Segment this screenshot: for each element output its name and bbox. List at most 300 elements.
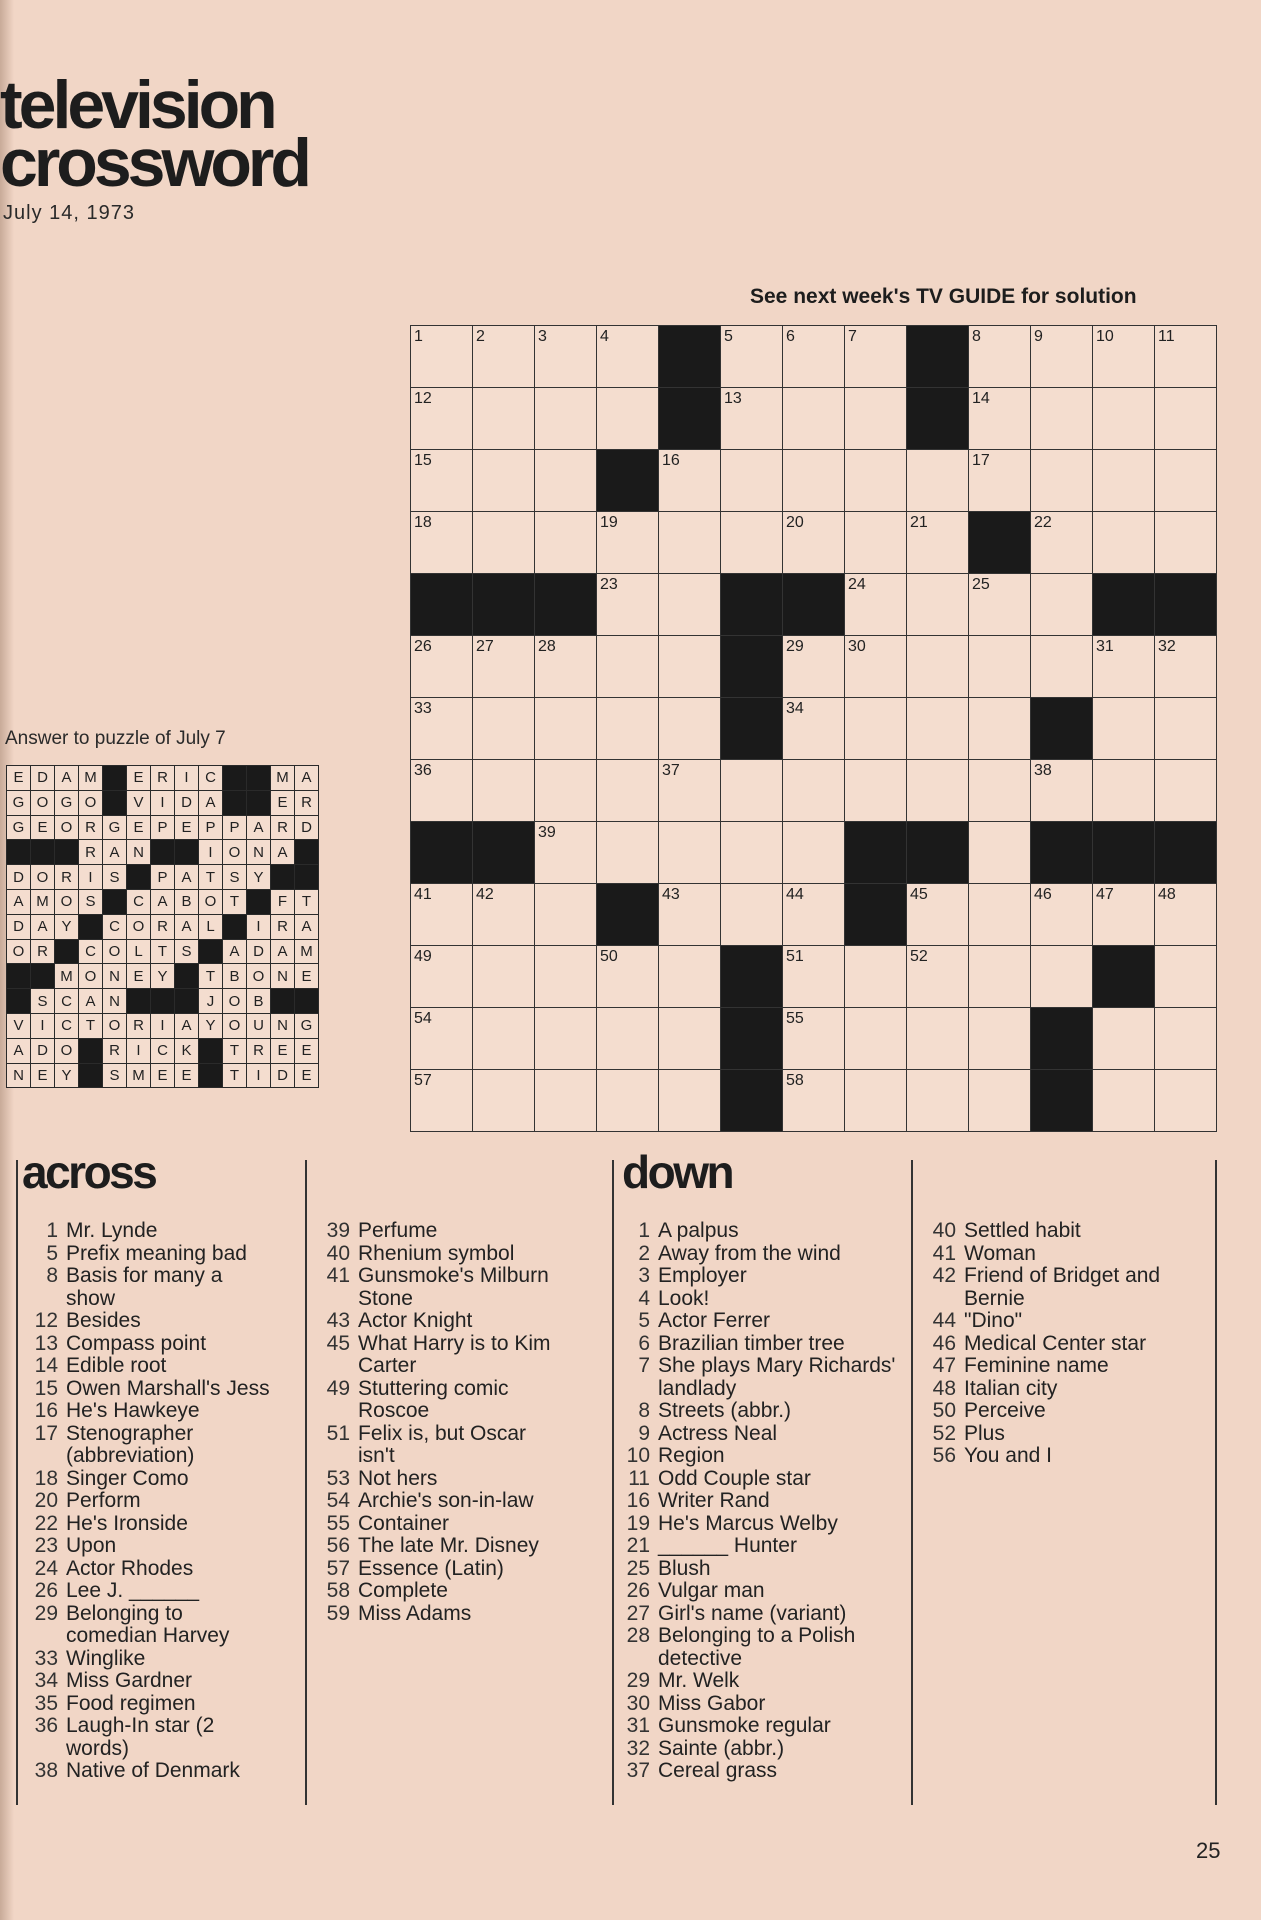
grid-square[interactable]: [1093, 884, 1155, 946]
answer-letter: B: [247, 989, 271, 1014]
answer-black-square: [295, 840, 319, 865]
clue: [314, 1513, 564, 1536]
grid-square[interactable]: [969, 946, 1031, 1008]
answer-letter: S: [79, 889, 103, 914]
grid-square[interactable]: [1155, 636, 1217, 698]
clue: [614, 1400, 906, 1423]
grid-square[interactable]: [535, 636, 597, 698]
grid-square[interactable]: [907, 884, 969, 946]
clue-text: Settled habit: [964, 1219, 1081, 1242]
grid-square[interactable]: [783, 1070, 845, 1132]
grid-black-square: [783, 574, 845, 636]
grid-square[interactable]: [969, 388, 1031, 450]
clue: [314, 1558, 564, 1581]
clue-text: Essence (Latin): [358, 1556, 504, 1580]
grid-square[interactable]: [845, 1008, 907, 1070]
grid-square[interactable]: [907, 760, 969, 822]
grid-square[interactable]: [659, 884, 721, 946]
answer-black-square: [175, 964, 199, 989]
answer-letter: R: [79, 815, 103, 840]
grid-square[interactable]: [1093, 636, 1155, 698]
grid-square[interactable]: [535, 822, 597, 884]
answer-letter: J: [199, 989, 223, 1014]
answer-letter: E: [7, 766, 31, 791]
answer-letter: C: [55, 989, 79, 1014]
answer-letter: O: [199, 889, 223, 914]
grid-square[interactable]: [1155, 1070, 1217, 1132]
answer-black-square: [127, 989, 151, 1014]
down-heading: down: [622, 1146, 733, 1198]
grid-square[interactable]: [659, 946, 721, 1008]
grid-square[interactable]: [969, 636, 1031, 698]
answer-grid: [6, 765, 319, 1088]
answer-letter: A: [175, 865, 199, 890]
answer-black-square: [31, 964, 55, 989]
grid-square[interactable]: [535, 450, 597, 512]
grid-square[interactable]: [1031, 946, 1093, 1008]
clue-number: 40: [326, 1241, 350, 1265]
clue-number: 22: [34, 1511, 58, 1535]
grid-black-square: [1031, 698, 1093, 760]
grid-square[interactable]: [473, 1008, 535, 1070]
grid-square[interactable]: [411, 388, 473, 450]
grid-square[interactable]: [845, 326, 907, 388]
grid-black-square: [721, 636, 783, 698]
answer-letter: U: [247, 1013, 271, 1038]
clue: [920, 1378, 1210, 1401]
grid-square[interactable]: [969, 1070, 1031, 1132]
clue-number: 4: [600, 328, 609, 345]
grid-square[interactable]: [411, 1070, 473, 1132]
grid-square[interactable]: [783, 1008, 845, 1070]
grid-square[interactable]: [659, 760, 721, 822]
grid-square[interactable]: [659, 1070, 721, 1132]
grid-square[interactable]: [783, 388, 845, 450]
clue-number: 26: [626, 1579, 650, 1602]
answer-letter: A: [175, 914, 199, 939]
answer-letter: C: [199, 766, 223, 791]
grid-square[interactable]: [1031, 636, 1093, 698]
clue-number: 29: [786, 638, 804, 655]
clue-text: Stenographer (abbreviation): [66, 1421, 195, 1467]
grid-square[interactable]: [411, 512, 473, 574]
answer-letter: T: [295, 889, 319, 914]
answer-letter: A: [55, 766, 79, 791]
grid-square[interactable]: [783, 450, 845, 512]
clue: [614, 1423, 906, 1446]
grid-square[interactable]: [783, 326, 845, 388]
answer-letter: S: [175, 939, 199, 964]
grid-square[interactable]: [845, 698, 907, 760]
grid-square[interactable]: [473, 512, 535, 574]
clue-number: 16: [34, 1399, 58, 1422]
answer-black-square: [31, 840, 55, 865]
grid-square[interactable]: [907, 512, 969, 574]
grid-square[interactable]: [473, 450, 535, 512]
clue-text: Prefix meaning bad: [66, 1241, 247, 1265]
grid-black-square: [597, 450, 659, 512]
answer-black-square: [103, 889, 127, 914]
grid-square[interactable]: [473, 1070, 535, 1132]
grid-square[interactable]: [969, 698, 1031, 760]
clue: [22, 1355, 272, 1378]
grid-square[interactable]: [597, 326, 659, 388]
clue-text: Writer Rand: [658, 1489, 770, 1512]
grid-square[interactable]: [845, 946, 907, 1008]
clue: [314, 1265, 564, 1310]
clue: [614, 1243, 906, 1266]
grid-square[interactable]: [1031, 450, 1093, 512]
answer-letter: A: [247, 815, 271, 840]
clue-number: 13: [34, 1331, 58, 1355]
grid-square[interactable]: [597, 574, 659, 636]
grid-square[interactable]: [1093, 1070, 1155, 1132]
clue-number: 52: [932, 1421, 956, 1445]
grid-square[interactable]: [783, 636, 845, 698]
grid-square[interactable]: [535, 1070, 597, 1132]
clue-number: 28: [626, 1624, 650, 1647]
grid-square[interactable]: [969, 574, 1031, 636]
clue-number: 54: [414, 1010, 432, 1027]
clue-text: Employer: [658, 1264, 747, 1287]
answer-row: [7, 989, 319, 1014]
answer-row: [7, 865, 319, 890]
answer-letter: I: [31, 1013, 55, 1038]
grid-square[interactable]: [411, 1008, 473, 1070]
grid-square[interactable]: [473, 946, 535, 1008]
clue-text: Italian city: [964, 1376, 1058, 1400]
grid-square[interactable]: [1093, 1008, 1155, 1070]
answer-letter: E: [295, 1063, 319, 1088]
answer-letter: T: [199, 964, 223, 989]
grid-square[interactable]: [1155, 698, 1217, 760]
answer-letter: A: [79, 989, 103, 1014]
grid-square[interactable]: [721, 822, 783, 884]
clue-number: 42: [476, 886, 494, 903]
grid-square[interactable]: [597, 388, 659, 450]
across-clues-column-1: [22, 1220, 272, 1783]
grid-square[interactable]: [535, 512, 597, 574]
grid-square[interactable]: [1155, 450, 1217, 512]
grid-square[interactable]: [721, 388, 783, 450]
down-clues-column-2: [920, 1220, 1210, 1468]
grid-square[interactable]: [1093, 760, 1155, 822]
clue: [920, 1220, 1210, 1243]
clue-number: 28: [538, 638, 556, 655]
clue-text: Food regimen: [66, 1691, 196, 1715]
grid-square[interactable]: [845, 636, 907, 698]
answer-letter: E: [127, 766, 151, 791]
clue: [314, 1243, 564, 1266]
grid-square[interactable]: [845, 450, 907, 512]
clue-number: 3: [538, 328, 547, 345]
grid-square[interactable]: [411, 636, 473, 698]
clue: [314, 1310, 564, 1333]
answer-letter: I: [175, 766, 199, 791]
grid-square[interactable]: [969, 760, 1031, 822]
clue: [614, 1310, 906, 1333]
clue-text: Laugh-In star (2 words): [66, 1714, 215, 1760]
answer-black-square: [55, 840, 79, 865]
clue-number: 34: [34, 1669, 58, 1692]
grid-square[interactable]: [721, 512, 783, 574]
clue-number: 32: [1158, 638, 1176, 655]
answer-label: Answer to puzzle of July 7: [5, 728, 226, 749]
grid-square[interactable]: [597, 946, 659, 1008]
answer-letter: N: [103, 964, 127, 989]
clue-text: Actor Ferrer: [658, 1309, 771, 1332]
grid-square[interactable]: [597, 822, 659, 884]
grid-square[interactable]: [1155, 760, 1217, 822]
grid-square[interactable]: [969, 884, 1031, 946]
grid-black-square: [1093, 822, 1155, 884]
answer-letter: G: [7, 815, 31, 840]
clue-text: Mr. Welk: [658, 1669, 740, 1692]
grid-square[interactable]: [597, 1008, 659, 1070]
answer-letter: R: [31, 939, 55, 964]
grid-black-square: [907, 822, 969, 884]
grid-square[interactable]: [1093, 512, 1155, 574]
clue: [22, 1760, 272, 1783]
answer-letter: C: [103, 914, 127, 939]
answer-black-square: [175, 840, 199, 865]
grid-square[interactable]: [721, 450, 783, 512]
clue: [920, 1310, 1210, 1333]
answer-letter: I: [79, 865, 103, 890]
crossword-grid: [410, 325, 1217, 1132]
answer-letter: Y: [55, 914, 79, 939]
grid-square[interactable]: [597, 512, 659, 574]
clue-number: 29: [626, 1669, 650, 1692]
answer-letter: F: [271, 889, 295, 914]
grid-square[interactable]: [411, 760, 473, 822]
grid-square[interactable]: [535, 946, 597, 1008]
clue-number: 12: [34, 1309, 58, 1332]
grid-square[interactable]: [783, 760, 845, 822]
grid-square[interactable]: [721, 884, 783, 946]
grid-square[interactable]: [1155, 946, 1217, 1008]
grid-square[interactable]: [783, 698, 845, 760]
grid-square[interactable]: [473, 884, 535, 946]
grid-square[interactable]: [907, 698, 969, 760]
answer-letter: E: [31, 1063, 55, 1088]
grid-square[interactable]: [783, 512, 845, 574]
grid-square[interactable]: [1155, 512, 1217, 574]
answer-letter: E: [271, 790, 295, 815]
grid-square[interactable]: [659, 574, 721, 636]
grid-square[interactable]: [1031, 388, 1093, 450]
grid-square[interactable]: [907, 574, 969, 636]
grid-square[interactable]: [535, 326, 597, 388]
grid-square[interactable]: [907, 636, 969, 698]
answer-letter: M: [295, 939, 319, 964]
answer-letter: T: [223, 1063, 247, 1088]
clue-number: 23: [34, 1534, 58, 1557]
grid-square[interactable]: [473, 636, 535, 698]
answer-letter: E: [151, 1063, 175, 1088]
grid-square[interactable]: [1093, 450, 1155, 512]
answer-letter: D: [247, 939, 271, 964]
answer-letter: C: [55, 1013, 79, 1038]
clue-number: 1: [638, 1219, 650, 1242]
grid-square[interactable]: [535, 388, 597, 450]
grid-square[interactable]: [473, 388, 535, 450]
grid-square[interactable]: [473, 326, 535, 388]
grid-square[interactable]: [845, 512, 907, 574]
grid-square[interactable]: [597, 698, 659, 760]
clue-number: 43: [326, 1309, 350, 1332]
clue: [22, 1243, 272, 1266]
grid-square[interactable]: [907, 1070, 969, 1132]
column-divider: [16, 1160, 18, 1805]
grid-square[interactable]: [783, 946, 845, 1008]
grid-square[interactable]: [783, 884, 845, 946]
answer-row: [7, 1038, 319, 1063]
grid-square[interactable]: [969, 1008, 1031, 1070]
grid-square[interactable]: [411, 326, 473, 388]
clue-text: Owen Marshall's Jess: [66, 1376, 270, 1400]
grid-square[interactable]: [907, 450, 969, 512]
grid-square[interactable]: [1093, 698, 1155, 760]
grid-black-square: [721, 946, 783, 1008]
answer-letter: T: [199, 865, 223, 890]
grid-square[interactable]: [597, 636, 659, 698]
clue-text: Odd Couple star: [658, 1466, 811, 1490]
clue: [614, 1333, 906, 1356]
clue-number: 25: [626, 1556, 650, 1580]
clue-number: 7: [848, 328, 857, 345]
grid-square[interactable]: [659, 1008, 721, 1070]
answer-letter: O: [223, 989, 247, 1014]
clue-number: 20: [786, 514, 804, 531]
grid-square[interactable]: [1031, 326, 1093, 388]
answer-letter: R: [79, 840, 103, 865]
clue-number: 8: [46, 1264, 58, 1287]
clue-number: 13: [724, 390, 742, 407]
grid-square[interactable]: [535, 1008, 597, 1070]
answer-letter: I: [247, 914, 271, 939]
grid-square[interactable]: [659, 822, 721, 884]
answer-row: [7, 1013, 319, 1038]
answer-letter: Y: [199, 1013, 223, 1038]
answer-letter: D: [7, 865, 31, 890]
answer-letter: A: [295, 766, 319, 791]
answer-letter: P: [223, 815, 247, 840]
answer-letter: E: [295, 1038, 319, 1063]
clue-number: 39: [538, 824, 556, 841]
grid-square[interactable]: [721, 760, 783, 822]
answer-letter: N: [7, 1063, 31, 1088]
grid-square[interactable]: [969, 326, 1031, 388]
answer-letter: T: [223, 889, 247, 914]
grid-square[interactable]: [659, 450, 721, 512]
clue-number: 54: [326, 1489, 350, 1512]
answer-letter: I: [199, 840, 223, 865]
clue-number: 24: [34, 1556, 58, 1580]
grid-square[interactable]: [1155, 388, 1217, 450]
answer-letter: D: [295, 815, 319, 840]
clue: [920, 1400, 1210, 1423]
grid-square[interactable]: [783, 822, 845, 884]
grid-square[interactable]: [845, 1070, 907, 1132]
issue-date: July 14, 1973: [3, 202, 135, 224]
grid-square[interactable]: [411, 946, 473, 1008]
clue-text: Mr. Lynde: [66, 1219, 158, 1242]
answer-letter: S: [103, 1063, 127, 1088]
grid-square[interactable]: [721, 326, 783, 388]
grid-square[interactable]: [411, 698, 473, 760]
grid-square[interactable]: [845, 760, 907, 822]
grid-square[interactable]: [1093, 326, 1155, 388]
clue-text: Felix is, but Oscar isn't: [358, 1421, 527, 1467]
grid-square[interactable]: [1031, 512, 1093, 574]
grid-square[interactable]: [659, 636, 721, 698]
grid-square[interactable]: [659, 698, 721, 760]
grid-square[interactable]: [1093, 388, 1155, 450]
answer-letter: D: [7, 914, 31, 939]
grid-square[interactable]: [1031, 884, 1093, 946]
clue-text: Plus: [964, 1421, 1005, 1445]
grid-black-square: [969, 512, 1031, 574]
grid-square[interactable]: [1155, 884, 1217, 946]
grid-square[interactable]: [535, 884, 597, 946]
grid-square[interactable]: [411, 450, 473, 512]
clue-number: 5: [724, 328, 733, 345]
grid-square[interactable]: [1155, 1008, 1217, 1070]
grid-square[interactable]: [1155, 326, 1217, 388]
answer-letter: A: [7, 889, 31, 914]
grid-square[interactable]: [535, 698, 597, 760]
answer-letter: E: [31, 815, 55, 840]
clue: [22, 1693, 272, 1716]
grid-square[interactable]: [597, 1070, 659, 1132]
grid-square[interactable]: [411, 884, 473, 946]
grid-square[interactable]: [473, 760, 535, 822]
clue-number: 45: [326, 1331, 350, 1355]
grid-square[interactable]: [907, 1008, 969, 1070]
clue-number: 50: [600, 948, 618, 965]
grid-square[interactable]: [969, 450, 1031, 512]
grid-square[interactable]: [473, 698, 535, 760]
grid-square[interactable]: [845, 388, 907, 450]
clue: [314, 1378, 564, 1423]
grid-square[interactable]: [845, 574, 907, 636]
clue-text: Away from the wind: [658, 1241, 841, 1265]
answer-letter: L: [199, 914, 223, 939]
grid-square[interactable]: [1031, 574, 1093, 636]
answer-black-square: [175, 989, 199, 1014]
answer-black-square: [247, 790, 271, 815]
grid-black-square: [721, 1008, 783, 1070]
grid-square[interactable]: [597, 760, 659, 822]
clue-text: Brazilian timber tree: [658, 1331, 845, 1355]
grid-black-square: [411, 822, 473, 884]
grid-square[interactable]: [535, 760, 597, 822]
clue-number: 57: [414, 1072, 432, 1089]
grid-square[interactable]: [907, 946, 969, 1008]
clue-number: 16: [626, 1489, 650, 1512]
clue-number: 21: [910, 514, 928, 531]
clue-text: Feminine name: [964, 1354, 1109, 1377]
clue-number: 6: [638, 1331, 650, 1355]
answer-black-square: [151, 840, 175, 865]
grid-square[interactable]: [1031, 760, 1093, 822]
grid-square[interactable]: [969, 822, 1031, 884]
answer-letter: E: [175, 815, 199, 840]
clue-number: 51: [786, 948, 804, 965]
grid-square[interactable]: [659, 512, 721, 574]
clue-number: 49: [414, 948, 432, 965]
